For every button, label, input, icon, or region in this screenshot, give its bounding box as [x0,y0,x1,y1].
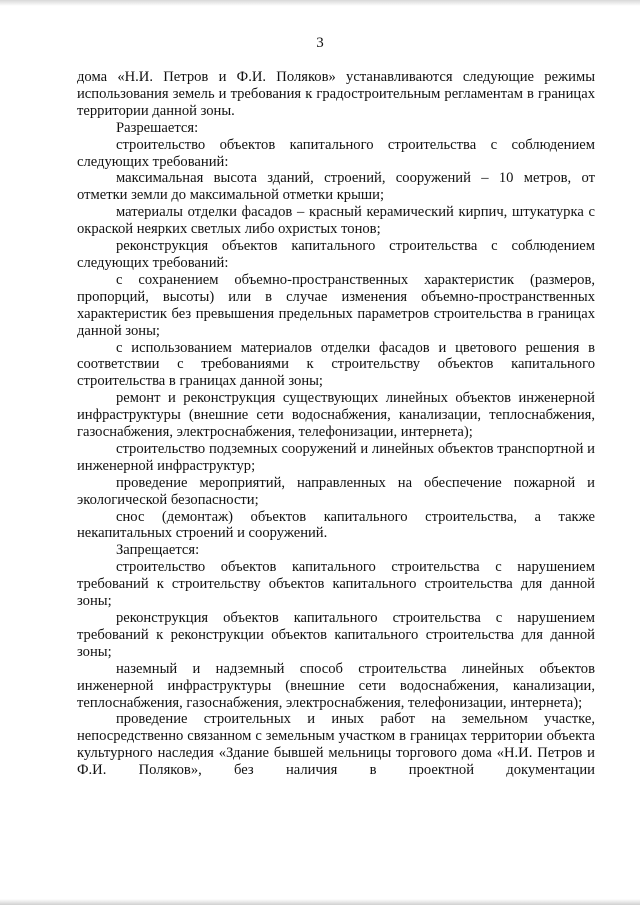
paragraph-demolition: снос (демонтаж) объектов капитального строительства, а также некапитальных строений и сооружений. [77,508,595,542]
paragraph-prohibited-works: проведение строительных и иных работ на земельном участке, непосредственно связанном с земельным участком в границах территории объекта культурного наследия «Здание бывшей мельницы торгового дома «Н.И. Петров и Ф.И. Поляков», без наличия в проектной документации [77,711,595,779]
paragraph-underground: строительство подземных сооружений и линейных объектов транспортной и инженерной инфраструктур; [77,440,595,474]
paragraph-allowed-reconstruction: реконструкция объектов капитального строительства с соблюдением следующих требований: [77,238,595,271]
page-number: 3 [316,35,324,51]
paragraph-max-height: максимальная высота зданий, строений, сооружений – 10 метров, от отметки земли до максимальной отметки крыши; [77,170,595,204]
heading-allowed: Разрешается: [116,119,199,136]
heading-prohibited: Запрещается: [116,542,200,559]
document-body [77,69,595,779]
paragraph-volume-preservation: с сохранением объемно-пространственных характеристик (размеров, пропорций, высоты) или в случае изменения объемно-пространственных характеристик без превышения предельных параметров строительства в границах данной зоны; [77,271,595,339]
paragraph-prohibited-overground: наземный и надземный способ строительства линейных объектов инженерной инфраструктуры (внешние сети водоснабжения, канализации, теплоснабжения, газоснабжения, электроснабжения, телефонизации, интернета); [77,660,595,711]
scan-edge-top [0,0,640,6]
paragraph-intro: дома «Н.И. Петров и Ф.И. Поляков» устанавливаются следующие режимы использования земель и требования к градостроительным регламентам в границах территории данной зоны. [77,69,595,119]
paragraph-facade-materials: материалы отделки фасадов – красный керамический кирпич, штукатурка с окраской неярких светлых либо охристых тонов; [77,204,595,238]
paragraph-linear-repair: ремонт и реконструкция существующих линейных объектов инженерной инфраструктуры (внешние сети водоснабжения, канализации, теплоснабжения, газоснабжения, электроснабжения, телефонизации, интернета); [77,390,595,441]
scan-edge-bottom [0,899,640,905]
paragraph-prohibited-construction: строительство объектов капитального строительства с нарушением требований к строительству объектов капитального строительства для данной зоны; [77,559,595,610]
paragraph-prohibited-reconstruction: реконструкция объектов капитального строительства с нарушением требований к реконструкции объектов капитального строительства для данной зоны; [77,610,595,660]
paragraph-fire-safety: проведение мероприятий, направленных на обеспечение пожарной и экологической безопасности; [77,474,595,508]
paragraph-allowed-construction: строительство объектов капитального строительства с соблюдением следующих требований: [77,136,595,170]
paragraph-facade-color: с использованием материалов отделки фасадов и цветового решения в соответствии с требованиями к строительству объектов капитального строительства в границах данной зоны; [77,339,595,390]
